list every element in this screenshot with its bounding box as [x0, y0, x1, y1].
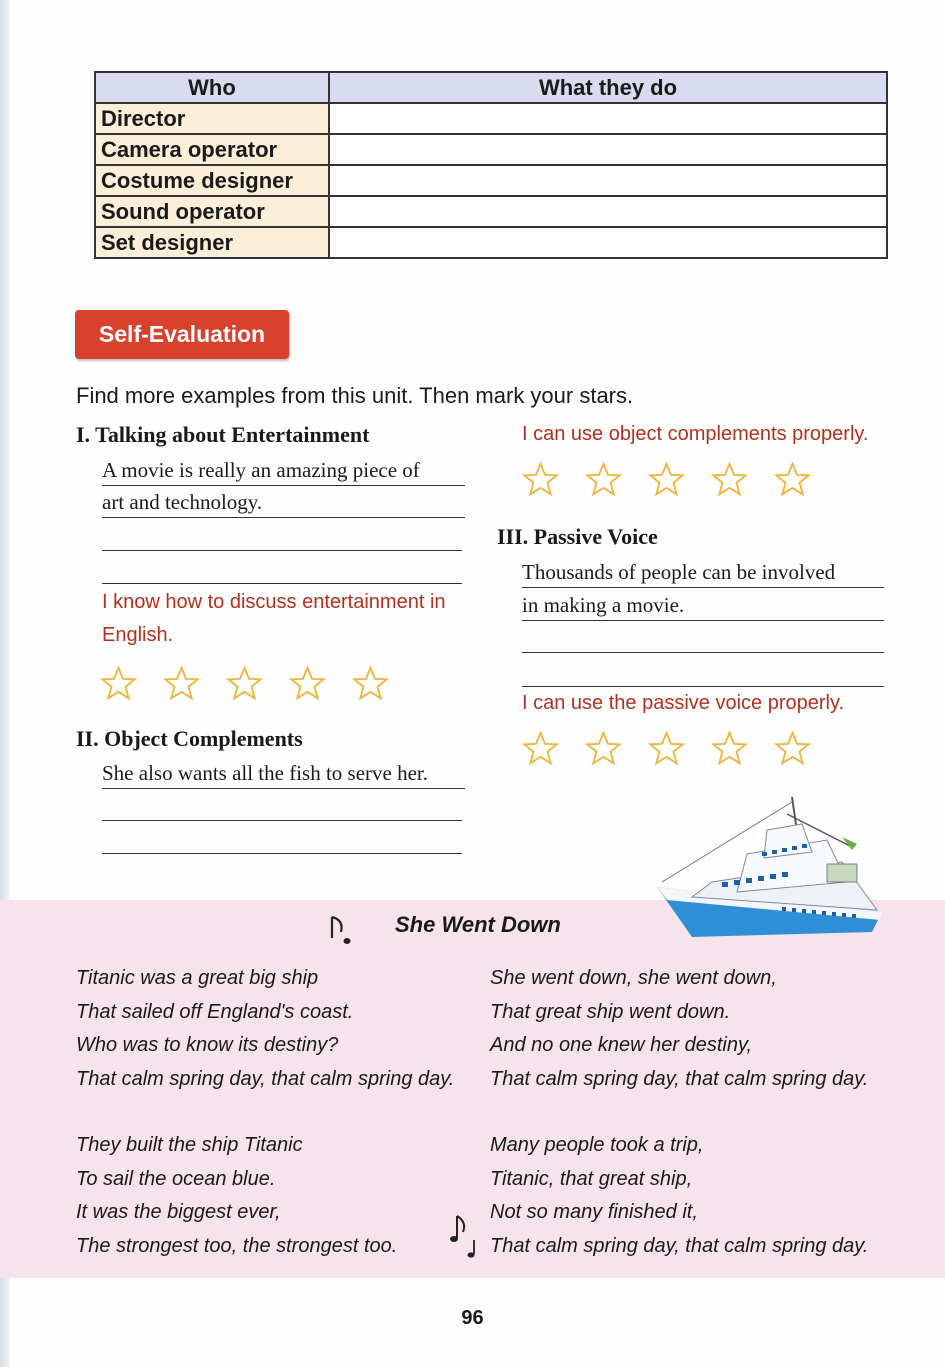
table-header-row	[95, 72, 887, 103]
lyric-line: Titanic was a great big ship	[76, 967, 319, 989]
section-3-heading: III. Passive Voice	[497, 524, 658, 549]
lyric-line: The strongest too, the strongest too.	[76, 1234, 398, 1257]
role-description-field[interactable]	[329, 196, 887, 227]
star-icon[interactable]	[226, 665, 263, 702]
lyric-line: That calm spring day, that calm spring day.	[490, 1067, 869, 1090]
answer-line[interactable]	[102, 819, 462, 821]
section-1-star-rating	[100, 665, 389, 702]
lyric-line: That sailed off England's coast.	[76, 1000, 354, 1023]
header-what-they-do: What they do	[329, 72, 887, 103]
section-2-can-do: I can use object complements properly.	[522, 423, 869, 445]
section-1-can-do-line-2: English.	[102, 624, 174, 646]
music-note-icon	[327, 914, 355, 948]
section-3-example-line-2: in making a movie.	[522, 590, 884, 621]
lyric-line: And no one knew her destiny,	[490, 1034, 753, 1056]
lyric-line: They built the ship Titanic	[76, 1134, 303, 1156]
star-icon[interactable]	[522, 461, 559, 498]
role-name: Set designer	[95, 227, 329, 258]
section-3-example-line-1: Thousands of people can be involved	[522, 557, 884, 588]
role-name: Costume designer	[95, 165, 329, 196]
lyric-line: That great ship went down.	[490, 1000, 731, 1023]
section-3-star-rating	[522, 730, 811, 767]
lyric-line: Many people took a trip,	[490, 1134, 704, 1156]
role-name: Sound operator	[95, 196, 329, 227]
role-name: Director	[95, 103, 329, 134]
role-description-field[interactable]	[329, 165, 887, 196]
section-1-heading: I. Talking about Entertainment	[76, 422, 370, 447]
table-row	[95, 165, 887, 196]
star-icon[interactable]	[774, 461, 811, 498]
star-icon[interactable]	[711, 461, 748, 498]
lyric-line: That calm spring day, that calm spring day.	[76, 1067, 455, 1090]
star-icon[interactable]	[585, 461, 622, 498]
self-evaluation-badge: Self-Evaluation	[75, 310, 289, 359]
role-name: Camera operator	[95, 134, 329, 165]
lyric-line: It was the biggest ever,	[76, 1201, 281, 1223]
instructions: Find more examples from this unit. Then mark your stars.	[76, 383, 634, 408]
star-icon[interactable]	[522, 730, 559, 767]
star-icon[interactable]	[289, 665, 326, 702]
answer-line[interactable]	[522, 685, 884, 687]
answer-line[interactable]	[102, 582, 462, 584]
star-icon[interactable]	[163, 665, 200, 702]
star-icon[interactable]	[648, 730, 685, 767]
header-who: Who	[95, 72, 329, 103]
lyric-line: She went down, she went down,	[490, 967, 777, 989]
star-icon[interactable]	[352, 665, 389, 702]
table-row	[95, 134, 887, 165]
answer-line[interactable]	[522, 651, 884, 653]
star-icon[interactable]	[585, 730, 622, 767]
role-description-field[interactable]	[329, 103, 887, 134]
role-description-field[interactable]	[329, 227, 887, 258]
lyric-line: To sail the ocean blue.	[76, 1167, 276, 1190]
roles-table	[94, 71, 888, 259]
table-row	[95, 227, 887, 258]
answer-line[interactable]	[102, 852, 462, 854]
song-verse-right-2	[490, 1129, 868, 1263]
role-description-field[interactable]	[329, 134, 887, 165]
lyric-line: Titanic, that great ship,	[490, 1167, 693, 1190]
song-verse-left-2	[76, 1129, 397, 1263]
section-1-can-do-line-1: I know how to discuss entertainment in	[102, 591, 446, 613]
section-2-heading: II. Object Complements	[76, 726, 303, 751]
lyric-line: Not so many finished it,	[490, 1201, 698, 1223]
lyric-line: That calm spring day, that calm spring day.	[490, 1234, 869, 1257]
lyric-line: Who was to know its destiny?	[76, 1034, 339, 1056]
song-title: She Went Down	[395, 912, 561, 937]
ship-illustration	[652, 792, 882, 944]
music-notes-icon	[447, 1212, 481, 1260]
song-verse-right-1	[490, 962, 868, 1096]
answer-line[interactable]	[102, 549, 462, 551]
section-1-example-line-1: A movie is really an amazing piece of	[102, 455, 465, 486]
table-row	[95, 103, 887, 134]
star-icon[interactable]	[774, 730, 811, 767]
section-2-example: She also wants all the fish to serve her.	[102, 758, 465, 789]
star-icon[interactable]	[711, 730, 748, 767]
table-row	[95, 196, 887, 227]
star-icon[interactable]	[648, 461, 685, 498]
section-2-star-rating	[522, 461, 811, 498]
section-3-can-do: I can use the passive voice properly.	[522, 692, 845, 714]
song-verse-left-1	[76, 962, 454, 1096]
star-icon[interactable]	[100, 665, 137, 702]
section-1-example-line-2: art and technology.	[102, 487, 465, 518]
page-number: 96	[461, 1307, 484, 1329]
